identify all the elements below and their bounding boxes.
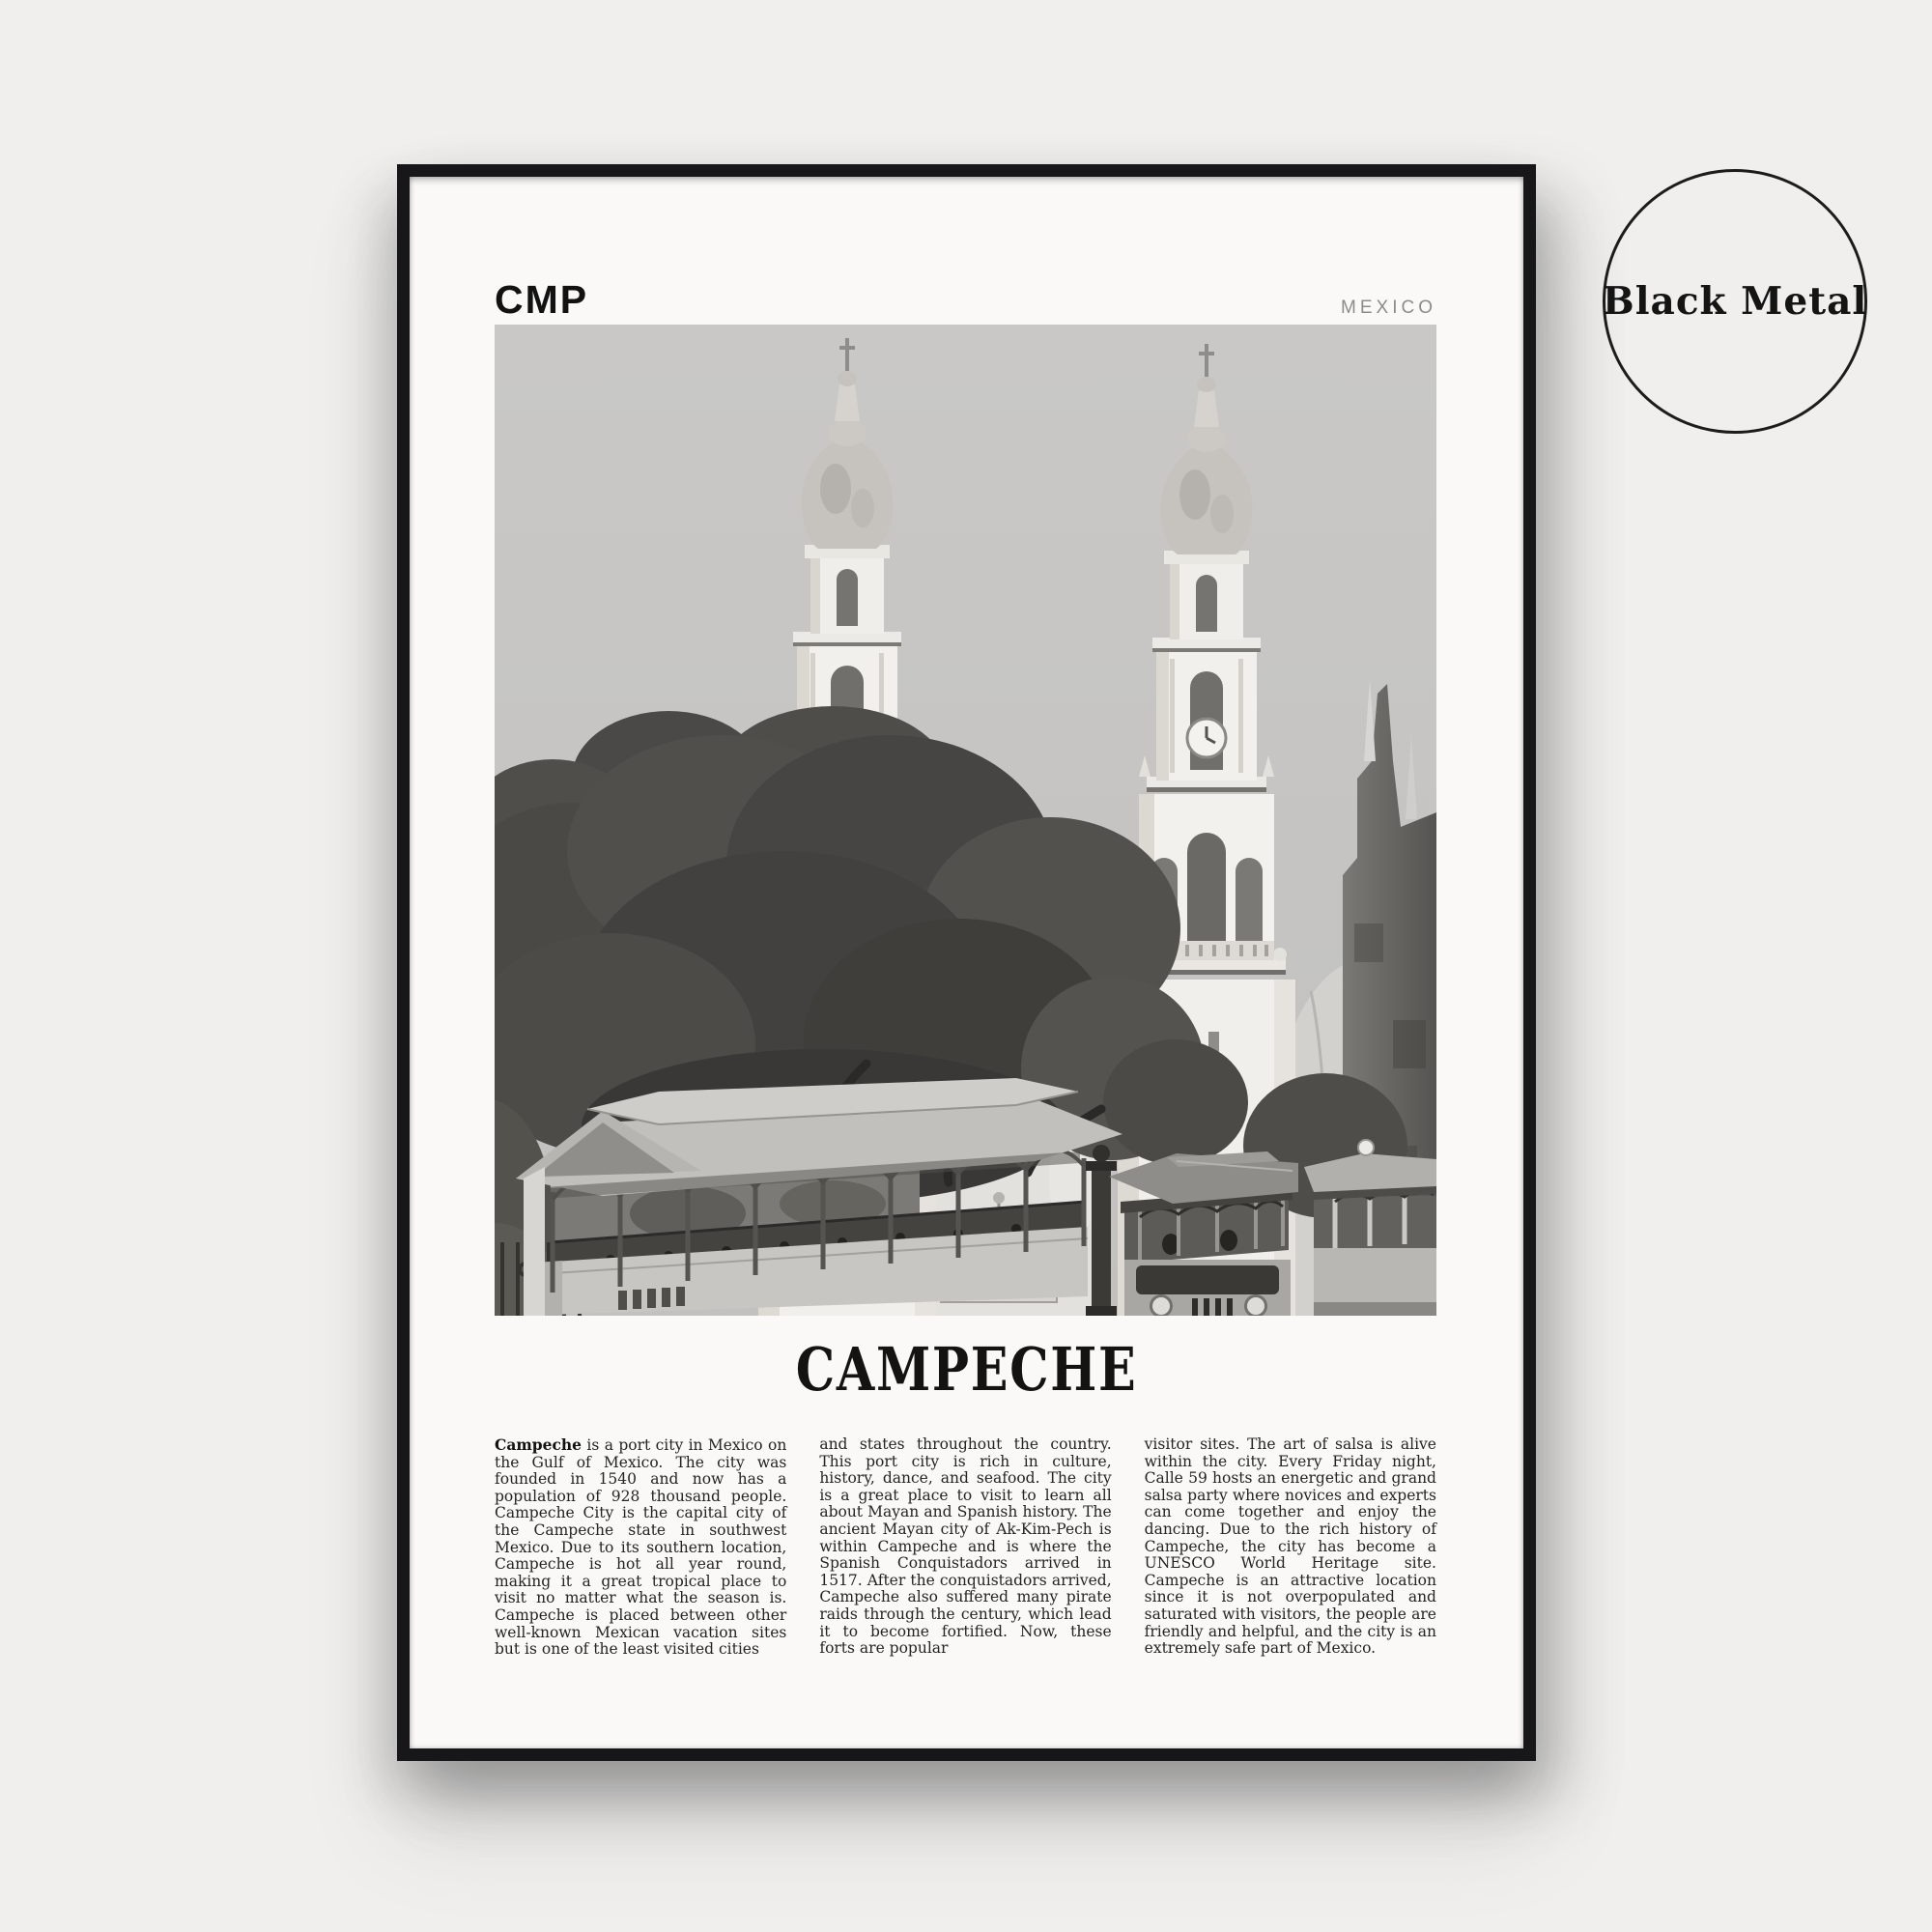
poster [410, 177, 1523, 1748]
cathedral-photo-illustration [495, 325, 1436, 1316]
article-column-1: Campeche is a port city in Mexico on the Gulf of Mexico. The city was founded in 1540 and now has a population of 928 thousand people. Campeche City is the capital city of the Campeche state in southwest Mexico. Due to its southern location, Campeche is hot all year round, making it a great tropical place to visit no matter what the season is. Campeche is placed between other well-known Mexican vacation sites but is one of the least visited cities [495, 1435, 787, 1659]
poster-header [495, 277, 1436, 323]
cathedral-photo [495, 325, 1436, 1316]
article-column-3: visitor sites. The art of salsa is alive within the city. Every Friday night, Calle 59 hosts an energetic and grand salsa party where novices and experts can come together and enjoy the dancing. Due to the rich history of Campeche, the city has become a UNESCO World Heritage site. Campeche is an attractive location since it is not overpopulated and saturated with visitors, the people are friendly and helpful, and the city is an extremely safe part of Mexico. [1144, 1435, 1436, 1658]
lead-word: Campeche [495, 1435, 582, 1454]
country-label: MEXICO [1341, 298, 1436, 318]
city-code-label: CMP [495, 277, 589, 322]
article-columns [495, 1436, 1436, 1659]
trolley-second [1109, 1151, 1298, 1316]
material-badge-label: Black Metal [1602, 279, 1868, 324]
black-metal-frame [397, 164, 1536, 1761]
trolley-third [1304, 1140, 1436, 1316]
poster-title: CAMPECHE [795, 1334, 1138, 1405]
material-badge [1603, 169, 1867, 434]
article-column-2: and states throughout the country. This port city is rich in culture, history, dance, and seafood. The city is a great place to visit to learn all about Mayan and Spanish history. The ancient Mayan city of Ak-Kim-Pech is within Campeche and is where the Spanish Conquistadors arrived in 1517. After the conquistadors arrived, Campeche also suffered many pirate raids through the century, which lead it to become fortified. Now, these forts are popular [819, 1435, 1112, 1658]
tower-clock [1187, 719, 1226, 757]
